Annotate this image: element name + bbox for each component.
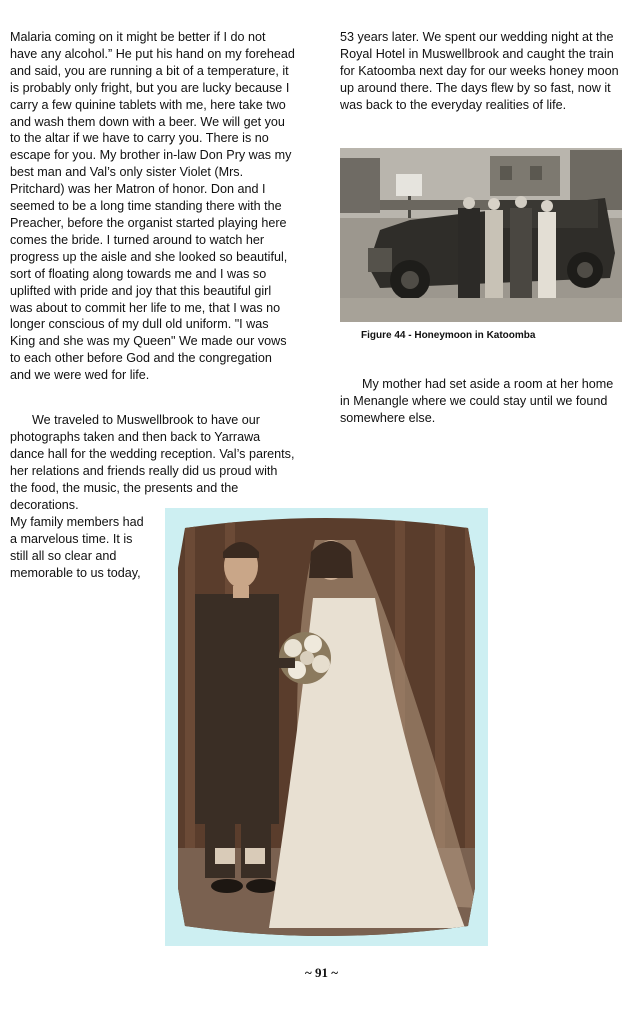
honeymoon-photo-illustration [340, 148, 622, 322]
body-text: We traveled to Muswellbrook to have our photographs taken and then back to Yarrawa dance hall for the wedding reception. Val’s parents, her relations and friends really did us proud with the food, the music, the presents and the decorations. [10, 413, 295, 512]
right-column-paragraph-2 [340, 376, 625, 427]
left-column-paragraph-2-continued [10, 514, 150, 582]
body-text: My mother had set aside a room at her home in Menangle where we could stay until we found somewhere else. [340, 377, 614, 425]
left-column-paragraph-2 [10, 412, 295, 513]
left-column-paragraph-1 [10, 29, 295, 384]
figure-caption: Figure 44 - Honeymoon in Katoomba [361, 330, 536, 341]
wedding-photo [165, 508, 488, 946]
body-text: 53 years later. We spent our wedding night at the Royal Hotel in Muswellbrook and caught the train for Katoomba next day for our weeks honey moon up around there. The days flew by so fast, now it was back to the everyday realities of life. [340, 30, 619, 112]
honeymoon-photo [340, 148, 622, 322]
page-number: ~ 91 ~ [304, 965, 339, 980]
body-text: My family members had a marvelous time. It is still all so clear and memorable to us today, [10, 515, 144, 580]
body-text: Malaria coming on it might be better if I do not have any alcohol.” He put his hand on my forehead and said, you are running a bit of a temperature, it is probably only fright, but you are lucky because I carry a few quinine tablets with me, here take two and wash them down with a beer. We will get you to the altar if we have to carry you. There is no escape for you. My brother in-law Don Pry was my best man and Val’s only sister Violet (Mrs. Pritchard) was her Matron of honor. Don and I seemed to be a long time standing there with the Preacher, before the organist started playing here comes the bride. I turned around to watch her progress up the aisle and she looked so beautiful, sort of floating along towards me and I was so uplifted with pride and joy that this beautiful girl was about to commit her life to me, that I was no longer conscious of my dull old uniform. "I was King and she was my Queen" We made our vows to each other before God and the congregation and we were wed for life. [10, 30, 295, 383]
wedding-photo-illustration [165, 508, 488, 946]
right-column-paragraph-1 [340, 29, 625, 114]
